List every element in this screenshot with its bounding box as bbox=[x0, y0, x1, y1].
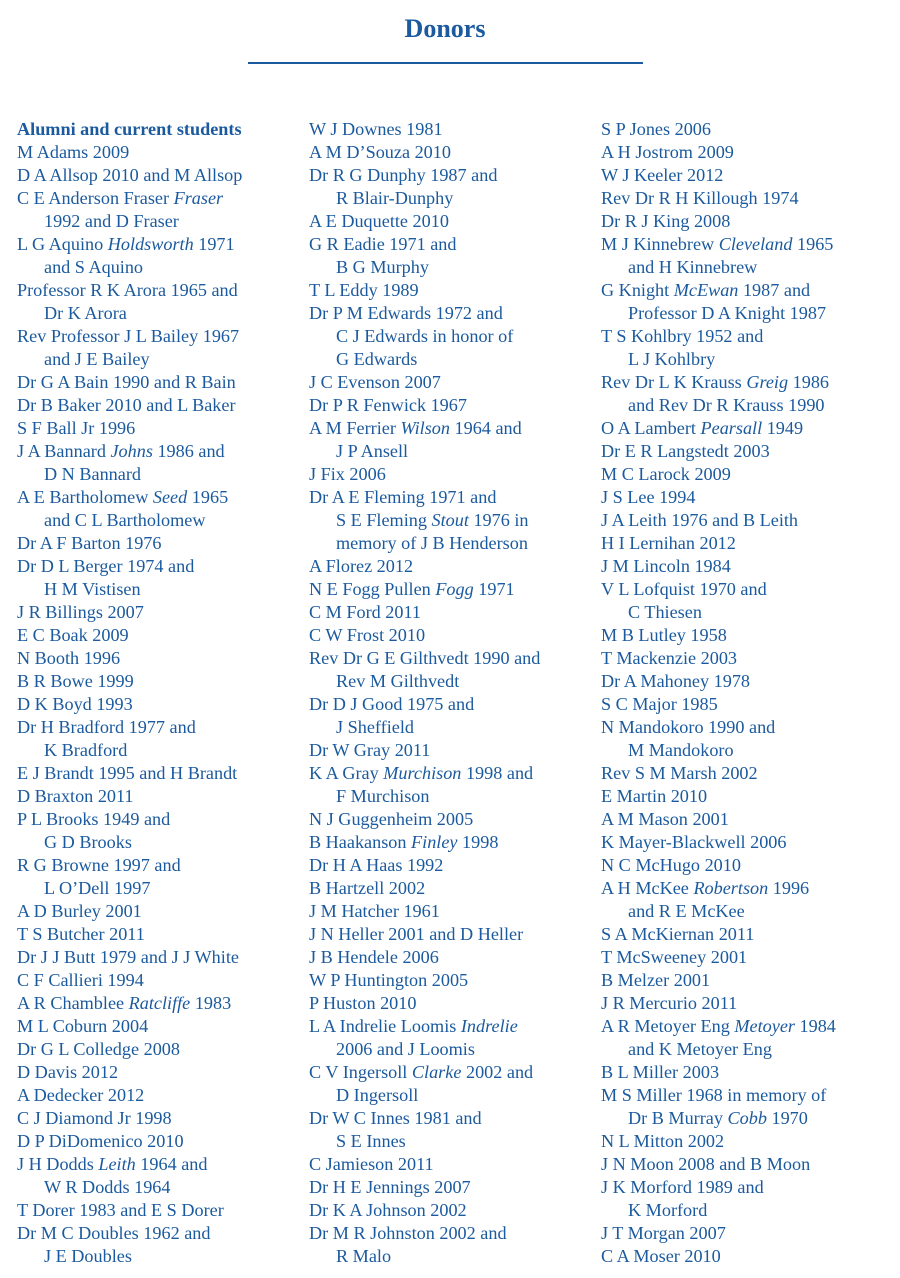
donor-entry-line: C A Moser 2010 bbox=[601, 1246, 721, 1266]
donor-entry-line: N C McHugo 2010 bbox=[601, 855, 741, 875]
donor-entry bbox=[601, 164, 891, 187]
donor-entry-line: and R E McKee bbox=[628, 901, 745, 921]
donor-entry-line: G Edwards bbox=[336, 349, 418, 369]
page-title: Donors bbox=[404, 14, 486, 43]
donor-entry bbox=[309, 371, 594, 394]
donor-entry-line: Dr K Arora bbox=[44, 303, 127, 323]
donor-entry-line: C J Edwards in honor of bbox=[336, 326, 514, 346]
donor-entry bbox=[17, 1222, 302, 1268]
donor-entry-line: Dr E R Langstedt 2003 bbox=[601, 441, 770, 461]
donor-entry bbox=[17, 992, 302, 1015]
donor-entry-line: Dr W C Innes 1981 and bbox=[309, 1108, 482, 1128]
donor-entry-line: Dr M R Johnston 2002 and bbox=[309, 1223, 507, 1243]
donor-entry bbox=[17, 693, 302, 716]
donor-entry bbox=[309, 463, 594, 486]
donor-entry-line: M B Lutley 1958 bbox=[601, 625, 727, 645]
donor-entry-line: Dr A E Fleming 1971 and bbox=[309, 487, 497, 507]
donor-entry bbox=[309, 164, 594, 210]
donor-entry-line: D P DiDomenico 2010 bbox=[17, 1131, 184, 1151]
donor-entry-line: P Huston 2010 bbox=[309, 993, 417, 1013]
donor-entry bbox=[17, 141, 302, 164]
donor-entry bbox=[601, 417, 891, 440]
donor-entry-line: B Melzer 2001 bbox=[601, 970, 711, 990]
donor-entry bbox=[309, 1153, 594, 1176]
donor-entry bbox=[601, 210, 891, 233]
donor-entry bbox=[601, 831, 891, 854]
section-heading: Alumni and current students bbox=[17, 119, 242, 139]
donor-entry-line: Dr H A Haas 1992 bbox=[309, 855, 444, 875]
donor-entry bbox=[601, 325, 891, 371]
donor-entry-line: Professor D A Knight 1987 bbox=[628, 303, 827, 323]
donor-entry bbox=[601, 141, 891, 164]
donor-entry bbox=[309, 877, 594, 900]
donor-entry-line: A Dedecker 2012 bbox=[17, 1085, 145, 1105]
donor-entry bbox=[17, 1130, 302, 1153]
donor-entry bbox=[17, 555, 302, 601]
donor-entry-line: J E Doubles bbox=[44, 1246, 132, 1266]
donor-column-2 bbox=[309, 118, 594, 1268]
donor-entry-line: Dr H E Jennings 2007 bbox=[309, 1177, 471, 1197]
donor-entry bbox=[309, 118, 594, 141]
donor-entry-line: M L Coburn 2004 bbox=[17, 1016, 149, 1036]
donor-entry bbox=[601, 233, 891, 279]
donor-entry-line: memory of J B Henderson bbox=[336, 533, 528, 553]
donor-entry-line: T S Butcher 2011 bbox=[17, 924, 145, 944]
donor-entry-line: Professor R K Arora 1965 and bbox=[17, 280, 238, 300]
donor-entry bbox=[17, 1015, 302, 1038]
donor-entry-line: G Knight McEwan 1987 and bbox=[601, 280, 811, 300]
donor-entry bbox=[601, 463, 891, 486]
donor-entry bbox=[601, 440, 891, 463]
donor-entry bbox=[17, 486, 302, 532]
donor-entry-line: C Jamieson 2011 bbox=[309, 1154, 434, 1174]
donor-entry bbox=[309, 279, 594, 302]
donor-entry bbox=[309, 831, 594, 854]
donor-entry-line: F Murchison bbox=[336, 786, 430, 806]
donor-entry-line: S E Fleming Stout 1976 in bbox=[336, 510, 529, 530]
donor-entry-line: N J Guggenheim 2005 bbox=[309, 809, 474, 829]
donor-entry-line: Dr R G Dunphy 1987 and bbox=[309, 165, 498, 185]
donor-entry-line: Dr A F Barton 1976 bbox=[17, 533, 162, 553]
donor-entry-line: Dr M C Doubles 1962 and bbox=[17, 1223, 211, 1243]
donor-entry-line: C J Diamond Jr 1998 bbox=[17, 1108, 172, 1128]
donor-entry bbox=[309, 1061, 594, 1107]
donor-entry-line: B G Murphy bbox=[336, 257, 429, 277]
donor-entry-line: S C Major 1985 bbox=[601, 694, 718, 714]
donor-entry bbox=[17, 1038, 302, 1061]
donor-entry-line: T McSweeney 2001 bbox=[601, 947, 748, 967]
donor-entry bbox=[17, 371, 302, 394]
donor-entry bbox=[17, 854, 302, 900]
donor-entry bbox=[309, 992, 594, 1015]
donor-entry-line: J A Leith 1976 and B Leith bbox=[601, 510, 799, 530]
donor-entry bbox=[309, 578, 594, 601]
donor-entry-line: W J Downes 1981 bbox=[309, 119, 443, 139]
donor-entry bbox=[17, 417, 302, 440]
donor-entry bbox=[601, 486, 891, 509]
donor-entry-line: S E Innes bbox=[336, 1131, 406, 1151]
donor-entry-line: H I Lernihan 2012 bbox=[601, 533, 736, 553]
donor-entry-line: Dr A Mahoney 1978 bbox=[601, 671, 751, 691]
donor-entry bbox=[601, 877, 891, 923]
donor-entry-line: G R Eadie 1971 and bbox=[309, 234, 457, 254]
donor-entry bbox=[601, 1245, 891, 1268]
donor-entry bbox=[601, 371, 891, 417]
donor-entry bbox=[17, 532, 302, 555]
donor-entry-line: Dr D L Berger 1974 and bbox=[17, 556, 195, 576]
donor-entry bbox=[17, 1061, 302, 1084]
donor-entry bbox=[601, 808, 891, 831]
donor-entry bbox=[309, 647, 594, 693]
donor-entry-line: Rev Dr R H Killough 1974 bbox=[601, 188, 799, 208]
donor-entry-line: Dr P M Edwards 1972 and bbox=[309, 303, 503, 323]
donor-entry bbox=[309, 854, 594, 877]
donor-entry-line: J Sheffield bbox=[336, 717, 414, 737]
donor-entry-line: J S Lee 1994 bbox=[601, 487, 696, 507]
donor-entry-line: T Mackenzie 2003 bbox=[601, 648, 738, 668]
donor-entry bbox=[17, 900, 302, 923]
donor-entry-line: Dr W Gray 2011 bbox=[309, 740, 431, 760]
donor-entry bbox=[309, 141, 594, 164]
donor-entry-line: J P Ansell bbox=[336, 441, 409, 461]
donor-entry bbox=[601, 555, 891, 578]
donor-entry-line: L O’Dell 1997 bbox=[44, 878, 151, 898]
donor-entry bbox=[17, 440, 302, 486]
donor-entry-line: J N Heller 2001 and D Heller bbox=[309, 924, 524, 944]
donor-entry bbox=[309, 1176, 594, 1199]
donor-entry bbox=[601, 854, 891, 877]
donor-entry bbox=[601, 279, 891, 325]
donor-entry-line: R Blair-Dunphy bbox=[336, 188, 454, 208]
donor-entry-line: Rev S M Marsh 2002 bbox=[601, 763, 758, 783]
donor-entry bbox=[309, 417, 594, 463]
donor-entry-line: and S Aquino bbox=[44, 257, 144, 277]
donor-entry-line: N L Mitton 2002 bbox=[601, 1131, 725, 1151]
donor-entry-line: J Fix 2006 bbox=[309, 464, 386, 484]
donor-entry bbox=[601, 509, 891, 532]
donor-entry-line: S A McKiernan 2011 bbox=[601, 924, 755, 944]
donor-entry-line: L J Kohlbry bbox=[628, 349, 716, 369]
donor-entry bbox=[17, 164, 302, 187]
donor-entry-line: L G Aquino Holdsworth 1971 bbox=[17, 234, 235, 254]
donor-entry-line: V L Lofquist 1970 and bbox=[601, 579, 767, 599]
donor-entry bbox=[601, 118, 891, 141]
donor-entry-line: J C Evenson 2007 bbox=[309, 372, 441, 392]
donor-entry-line: C W Frost 2010 bbox=[309, 625, 426, 645]
donor-entry-line: J N Moon 2008 and B Moon bbox=[601, 1154, 811, 1174]
donor-entry-line: Dr B Baker 2010 and L Baker bbox=[17, 395, 236, 415]
donor-entry bbox=[309, 210, 594, 233]
donor-entry bbox=[601, 187, 891, 210]
donor-entry-line: K Morford bbox=[628, 1200, 708, 1220]
donor-entry bbox=[17, 233, 302, 279]
donor-entry-line: T L Eddy 1989 bbox=[309, 280, 419, 300]
donor-entry-line: Dr J J Butt 1979 and J J White bbox=[17, 947, 239, 967]
donor-column-3 bbox=[601, 118, 891, 1268]
donor-entry-line: R G Browne 1997 and bbox=[17, 855, 181, 875]
donor-entry bbox=[309, 1222, 594, 1268]
donor-entry-line: K A Gray Murchison 1998 and bbox=[309, 763, 534, 783]
donor-entry bbox=[601, 693, 891, 716]
donor-entry-line: Rev Professor J L Bailey 1967 bbox=[17, 326, 240, 346]
donor-entry-line: K Bradford bbox=[44, 740, 128, 760]
donor-entry-line: Dr G A Bain 1990 and R Bain bbox=[17, 372, 236, 392]
donor-entry-line: L A Indrelie Loomis Indrelie bbox=[309, 1016, 518, 1036]
donor-entry-line: Rev Dr G E Gilthvedt 1990 and bbox=[309, 648, 541, 668]
donor-entry-line: R Malo bbox=[336, 1246, 392, 1266]
donor-entry bbox=[309, 624, 594, 647]
donor-entry bbox=[17, 1084, 302, 1107]
title-divider bbox=[248, 62, 643, 64]
donor-entry bbox=[309, 1015, 594, 1061]
donor-entry-line: A M Mason 2001 bbox=[601, 809, 729, 829]
donor-entry-line: A E Duquette 2010 bbox=[309, 211, 449, 231]
donor-entry bbox=[17, 1153, 302, 1199]
donor-entry-line: M Adams 2009 bbox=[17, 142, 130, 162]
donor-entry bbox=[309, 923, 594, 946]
donor-entry-line: Dr D J Good 1975 and bbox=[309, 694, 475, 714]
donor-entry-line: S F Ball Jr 1996 bbox=[17, 418, 136, 438]
donor-entry bbox=[601, 624, 891, 647]
donor-entry bbox=[309, 739, 594, 762]
donor-entry-line: C E Anderson Fraser Fraser bbox=[17, 188, 224, 208]
donor-entry bbox=[601, 923, 891, 946]
donor-entry-line: D N Bannard bbox=[44, 464, 141, 484]
donor-entry bbox=[17, 601, 302, 624]
donor-entry-line: C M Ford 2011 bbox=[309, 602, 422, 622]
donor-entry-line: N E Fogg Pullen Fogg 1971 bbox=[309, 579, 515, 599]
donor-entry-line: B L Miller 2003 bbox=[601, 1062, 720, 1082]
donor-entry-line: H M Vistisen bbox=[44, 579, 141, 599]
donor-entry-line: M S Miller 1968 in memory of bbox=[601, 1085, 827, 1105]
donor-entry bbox=[309, 555, 594, 578]
donor-entry-line: B Hartzell 2002 bbox=[309, 878, 426, 898]
donor-entry-line: D Davis 2012 bbox=[17, 1062, 119, 1082]
donor-entry bbox=[601, 946, 891, 969]
donor-entry-line: and K Metoyer Eng bbox=[628, 1039, 772, 1059]
donor-entry bbox=[309, 601, 594, 624]
donor-entry-line: W P Huntington 2005 bbox=[309, 970, 469, 990]
donor-entry-line: W J Keeler 2012 bbox=[601, 165, 724, 185]
donor-entry bbox=[601, 716, 891, 762]
donor-entry-line: C Thiesen bbox=[628, 602, 702, 622]
donor-entry-line: J H Dodds Leith 1964 and bbox=[17, 1154, 208, 1174]
donor-entry-line: J K Morford 1989 and bbox=[601, 1177, 764, 1197]
donor-entry bbox=[601, 578, 891, 624]
donor-column-1 bbox=[17, 118, 302, 1268]
donor-entry-line: T S Kohlbry 1952 and bbox=[601, 326, 764, 346]
donor-entry-line: M C Larock 2009 bbox=[601, 464, 731, 484]
donor-entry-line: A D Burley 2001 bbox=[17, 901, 142, 921]
donor-entry bbox=[601, 969, 891, 992]
donor-entry bbox=[17, 946, 302, 969]
donor-entry bbox=[17, 325, 302, 371]
donor-entry-line: Dr B Murray Cobb 1970 bbox=[628, 1108, 808, 1128]
donor-entry-line: D A Allsop 2010 and M Allsop bbox=[17, 165, 243, 185]
donor-entry bbox=[17, 394, 302, 417]
donor-entry-line: and C L Bartholomew bbox=[44, 510, 206, 530]
donor-entry-line: Dr K A Johnson 2002 bbox=[309, 1200, 467, 1220]
donor-entry bbox=[17, 716, 302, 762]
donor-entry-line: G D Brooks bbox=[44, 832, 132, 852]
donor-entry bbox=[309, 762, 594, 808]
donor-entry bbox=[17, 1199, 302, 1222]
donor-entry bbox=[601, 992, 891, 1015]
donor-entry bbox=[309, 486, 594, 555]
donor-entry-line: W R Dodds 1964 bbox=[44, 1177, 171, 1197]
donor-entry bbox=[17, 647, 302, 670]
donor-entry bbox=[17, 762, 302, 785]
donor-entry bbox=[309, 693, 594, 739]
donor-entry bbox=[309, 1107, 594, 1153]
donor-entry-line: K Mayer-Blackwell 2006 bbox=[601, 832, 787, 852]
donor-entry-line: C F Callieri 1994 bbox=[17, 970, 144, 990]
donor-entry-line: Dr P R Fenwick 1967 bbox=[309, 395, 467, 415]
donor-entry bbox=[17, 969, 302, 992]
donor-entry-line: P L Brooks 1949 and bbox=[17, 809, 171, 829]
donor-entry bbox=[309, 1199, 594, 1222]
donor-entry-line: C V Ingersoll Clarke 2002 and bbox=[309, 1062, 534, 1082]
donor-entry bbox=[309, 808, 594, 831]
donor-entry-line: O A Lambert Pearsall 1949 bbox=[601, 418, 804, 438]
donor-entry bbox=[309, 969, 594, 992]
donor-entry bbox=[601, 1061, 891, 1084]
donor-entry-line: A E Bartholomew Seed 1965 bbox=[17, 487, 229, 507]
donor-entry-line: S P Jones 2006 bbox=[601, 119, 711, 139]
donor-entry bbox=[309, 946, 594, 969]
donor-entry-line: J R Mercurio 2011 bbox=[601, 993, 738, 1013]
donor-entry bbox=[601, 1015, 891, 1061]
donor-entry-line: N Mandokoro 1990 and bbox=[601, 717, 776, 737]
donor-entry-line: and Rev Dr R Krauss 1990 bbox=[628, 395, 825, 415]
donor-entry-line: J B Hendele 2006 bbox=[309, 947, 439, 967]
donor-entry-line: Rev Dr L K Krauss Greig 1986 bbox=[601, 372, 829, 392]
donor-entry bbox=[309, 233, 594, 279]
donor-entry bbox=[17, 279, 302, 325]
donor-entry-line: M Mandokoro bbox=[628, 740, 734, 760]
donor-entry-line: Rev M Gilthvedt bbox=[336, 671, 460, 691]
donor-entry-line: A H McKee Robertson 1996 bbox=[601, 878, 810, 898]
donor-entry bbox=[17, 624, 302, 647]
donor-entry bbox=[17, 785, 302, 808]
donor-entry bbox=[17, 187, 302, 233]
donor-entry-line: M J Kinnebrew Cleveland 1965 bbox=[601, 234, 834, 254]
donor-entry-line: 2006 and J Loomis bbox=[336, 1039, 475, 1059]
donor-entry bbox=[601, 762, 891, 785]
donor-entry-line: D Braxton 2011 bbox=[17, 786, 134, 806]
donor-entry bbox=[17, 808, 302, 854]
donor-entry-line: J M Hatcher 1961 bbox=[309, 901, 440, 921]
donor-entry bbox=[601, 1222, 891, 1245]
donor-entry bbox=[601, 1084, 891, 1130]
donor-entry-line: J M Lincoln 1984 bbox=[601, 556, 731, 576]
donor-entry-line: A M D’Souza 2010 bbox=[309, 142, 451, 162]
donor-entry bbox=[601, 1153, 891, 1176]
donor-entry bbox=[17, 670, 302, 693]
donor-entry bbox=[601, 1176, 891, 1222]
donor-entry bbox=[601, 670, 891, 693]
donor-entry bbox=[309, 900, 594, 923]
donor-entry-line: E C Boak 2009 bbox=[17, 625, 129, 645]
donor-entry-line: T Dorer 1983 and E S Dorer bbox=[17, 1200, 224, 1220]
donor-entry-line: B Haakanson Finley 1998 bbox=[309, 832, 499, 852]
donor-entry bbox=[309, 302, 594, 371]
donor-entry-line: A Florez 2012 bbox=[309, 556, 414, 576]
donor-entry-line: D Ingersoll bbox=[336, 1085, 419, 1105]
donor-entry-line: Dr H Bradford 1977 and bbox=[17, 717, 196, 737]
donor-entry bbox=[601, 1130, 891, 1153]
donor-entry-line: D K Boyd 1993 bbox=[17, 694, 133, 714]
donor-entry-line: and H Kinnebrew bbox=[628, 257, 758, 277]
donor-entry-line: J R Billings 2007 bbox=[17, 602, 144, 622]
donor-entry-line: E J Brandt 1995 and H Brandt bbox=[17, 763, 238, 783]
donor-entry bbox=[601, 785, 891, 808]
donor-entry-line: A R Metoyer Eng Metoyer 1984 bbox=[601, 1016, 836, 1036]
donor-entry-line: J T Morgan 2007 bbox=[601, 1223, 726, 1243]
donor-entry-line: J A Bannard Johns 1986 and bbox=[17, 441, 225, 461]
donor-entry-line: A M Ferrier Wilson 1964 and bbox=[309, 418, 522, 438]
donor-entry-line: N Booth 1996 bbox=[17, 648, 121, 668]
donor-entry-line: Dr G L Colledge 2008 bbox=[17, 1039, 180, 1059]
donor-entry-line: Dr R J King 2008 bbox=[601, 211, 731, 231]
donor-entry bbox=[309, 394, 594, 417]
donor-entry bbox=[17, 923, 302, 946]
donor-entry-line: A R Chamblee Ratcliffe 1983 bbox=[17, 993, 232, 1013]
donor-entry bbox=[17, 1107, 302, 1130]
donor-entry-line: B R Bowe 1999 bbox=[17, 671, 134, 691]
donor-entry-line: A H Jostrom 2009 bbox=[601, 142, 734, 162]
donor-entry-line: and J E Bailey bbox=[44, 349, 150, 369]
donor-entry bbox=[601, 532, 891, 555]
donor-entry-line: E Martin 2010 bbox=[601, 786, 708, 806]
donor-entry-line: 1992 and D Fraser bbox=[44, 211, 179, 231]
donor-entry bbox=[601, 647, 891, 670]
